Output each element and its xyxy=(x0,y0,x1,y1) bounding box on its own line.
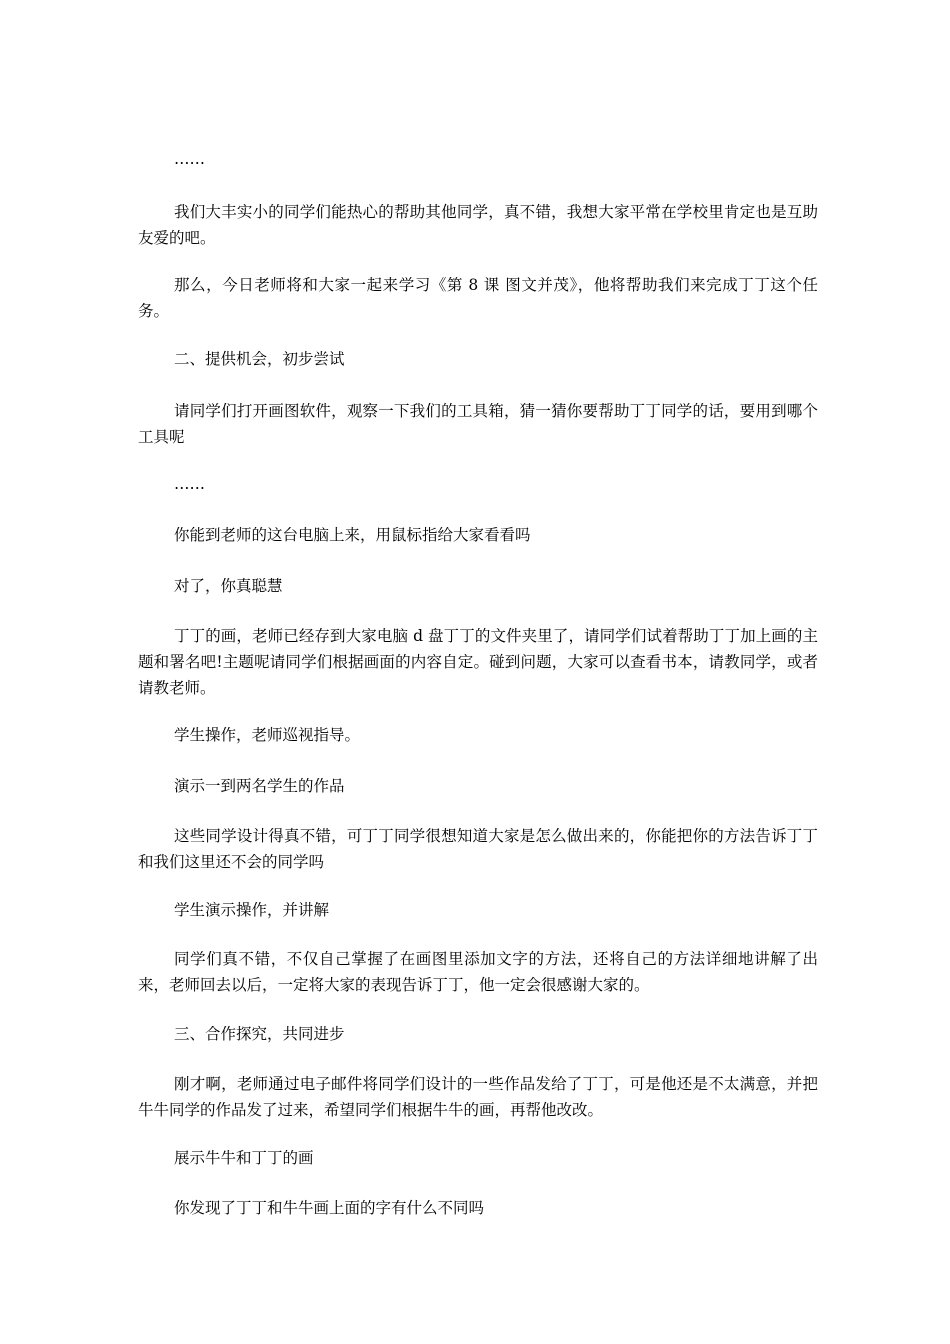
paragraph-show-drawings: 展示牛牛和丁丁的画 xyxy=(174,1149,314,1167)
paragraph-praise-method: 同学们真不错，不仅自己掌握了在画图里添加文字的方法，还将自己的方法详细地讲解了出来，老师回去以后，一定将大家的表现告诉丁丁，他一定会很感谢大家的。 xyxy=(138,950,818,994)
paragraph-come-to-computer: 你能到老师的这台电脑上来，用鼠标指给大家看看吗 xyxy=(174,526,531,544)
paragraph-lesson-intro: 那么，今日老师将和大家一起来学习《第 8 课 图文并茂》，他将帮助我们来完成丁丁这个任务。 xyxy=(138,276,818,320)
section-heading-2: 二、提供机会，初步尝试 xyxy=(174,350,345,368)
paragraph-student-operation: 学生操作，老师巡视指导。 xyxy=(174,726,361,744)
paragraph-show-works: 演示一到两名学生的作品 xyxy=(174,777,345,795)
paragraph-find-difference: 你发现了丁丁和牛牛画上面的字有什么不同吗 xyxy=(174,1199,485,1217)
paragraph-praise-helping: 我们大丰实小的同学们能热心的帮助其他同学，真不错，我想大家平常在学校里肯定也是互助友爱的吧。 xyxy=(138,203,818,247)
paragraph-task-instructions: 丁丁的画，老师已经存到大家电脑 d 盘丁丁的文件夹里了，请同学们试着帮助丁丁加上画的主题和署名吧!主题呢请同学们根据画面的内容自定。碰到问题，大家可以查看书本，请教同学，或者请教老师。 xyxy=(138,627,818,697)
paragraph-ellipsis-2: …… xyxy=(174,475,205,493)
paragraph-open-paint: 请同学们打开画图软件，观察一下我们的工具箱，猜一猜你要帮助丁丁同学的话，要用到哪个工具呢 xyxy=(138,402,818,446)
paragraph-correct: 对了，你真聪慧 xyxy=(174,577,283,595)
paragraph-email-works: 刚才啊，老师通过电子邮件将同学们设计的一些作品发给了丁丁，可是他还是不太满意，并把牛牛同学的作品发了过来，希望同学们根据牛牛的画，再帮他改改。 xyxy=(138,1075,818,1119)
paragraph-share-method: 这些同学设计得真不错，可丁丁同学很想知道大家是怎么做出来的，你能把你的方法告诉丁丁和我们这里还不会的同学吗 xyxy=(138,827,818,871)
paragraph-student-demo: 学生演示操作，并讲解 xyxy=(174,901,330,919)
section-heading-3: 三、合作探究，共同进步 xyxy=(174,1025,345,1043)
paragraph-ellipsis-1: …… xyxy=(174,150,205,168)
